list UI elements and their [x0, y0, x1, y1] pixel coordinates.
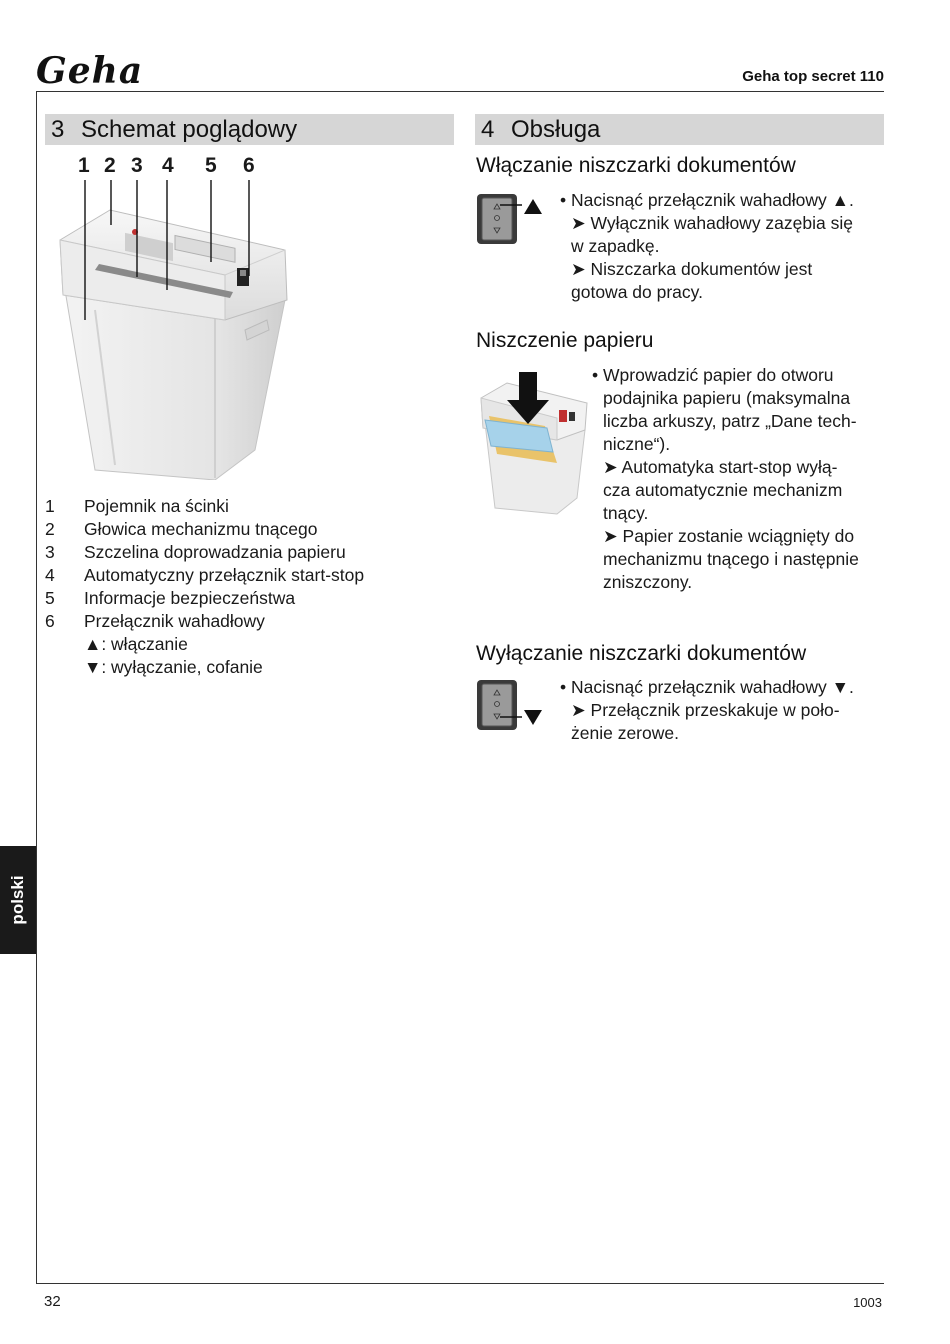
callout-number: 3	[131, 154, 143, 177]
shredder-overview-figure	[55, 180, 295, 480]
callout-number: 5	[205, 154, 217, 177]
instruction-line: • Nacisnąć przełącznik wahadłowy ▲.	[560, 190, 854, 210]
legend-text: Szczelina doprowadzania papieru	[84, 542, 346, 562]
instruction-line: tnący.	[603, 503, 649, 523]
legend-text: ▲: włączanie	[84, 634, 188, 654]
instruction-line: cza automatycznie mechanizm	[603, 480, 843, 500]
callout-number: 6	[243, 154, 255, 177]
instruction-line: ➤ Wyłącznik wahadłowy zazębia się	[571, 213, 853, 233]
document-code: 1003	[853, 1295, 882, 1310]
paper-feed-figure	[477, 368, 589, 516]
language-tab-label: polski	[8, 875, 27, 925]
instruction-line: • Nacisnąć przełącznik wahadłowy ▼.	[560, 677, 854, 697]
legend-text: Przełącznik wahadłowy	[84, 611, 265, 631]
margin-rule	[36, 91, 37, 1283]
page-number: 32	[44, 1293, 61, 1310]
geha-logo: Geha	[36, 50, 144, 92]
legend-number: 6	[45, 611, 55, 631]
section-3-title: Schemat poglądowy	[81, 116, 298, 143]
language-tab	[0, 846, 36, 954]
legend-text: Głowica mechanizmu tnącego	[84, 519, 318, 539]
shredding-instructions	[592, 364, 859, 594]
instruction-line: ➤ Przełącznik przeskakuje w poło-	[571, 700, 840, 720]
legend-text: ▼: wyłączanie, cofanie	[84, 657, 263, 677]
instruction-line: • Wprowadzić papier do otworu	[592, 365, 834, 385]
section-3-heading	[45, 114, 454, 145]
rocker-switch-up-icon	[476, 192, 546, 246]
switch-on-instructions	[560, 189, 854, 304]
callout-number: 4	[162, 154, 174, 177]
section-4-heading	[475, 114, 884, 145]
legend-text: Informacje bezpieczeństwa	[84, 588, 296, 608]
instruction-line: ➤ Papier zostanie wciągnięty do	[603, 526, 855, 546]
switch-off-instructions	[560, 676, 854, 745]
rocker-switch-down-icon	[476, 678, 546, 734]
footer-rule	[36, 1283, 884, 1284]
legend-number: 2	[45, 519, 55, 539]
instruction-line: podajnika papieru (maksymalna	[603, 388, 851, 408]
section-3-number: 3	[51, 116, 65, 143]
instruction-line: ➤ Automatyka start-stop wyłą-	[603, 457, 838, 477]
section-4-title: Obsługa	[511, 116, 601, 143]
instruction-line: liczba arkuszy, patrz „Dane tech-	[603, 411, 857, 431]
legend-number: 1	[45, 496, 55, 516]
instruction-line: gotowa do pracy.	[571, 282, 703, 302]
legend-text: Automatyczny przełącznik start-stop	[84, 565, 365, 585]
instruction-line: niczne“).	[603, 434, 671, 454]
instruction-line: w zapadkę.	[571, 236, 660, 256]
legend-number: 4	[45, 565, 55, 585]
instruction-line: zniszczony.	[603, 572, 693, 592]
document-title: Geha top secret 110	[742, 68, 884, 85]
callout-number: 2	[104, 154, 116, 177]
instruction-line: żenie zerowe.	[571, 723, 679, 743]
instruction-line: mechanizmu tnącego i następnie	[603, 549, 859, 569]
legend-number: 3	[45, 542, 55, 562]
section-4-number: 4	[481, 116, 495, 143]
switch-off-heading: Wyłączanie niszczarki dokumentów	[476, 642, 807, 665]
switch-on-heading: Włączanie niszczarki dokumentów	[476, 154, 796, 177]
instruction-line: ➤ Niszczarka dokumentów jest	[571, 259, 813, 279]
legend-text: Pojemnik na ścinki	[84, 496, 229, 516]
legend-number: 5	[45, 588, 55, 608]
header-rule	[36, 91, 884, 92]
shredding-heading: Niszczenie papieru	[476, 329, 654, 352]
callout-number: 1	[78, 154, 90, 177]
